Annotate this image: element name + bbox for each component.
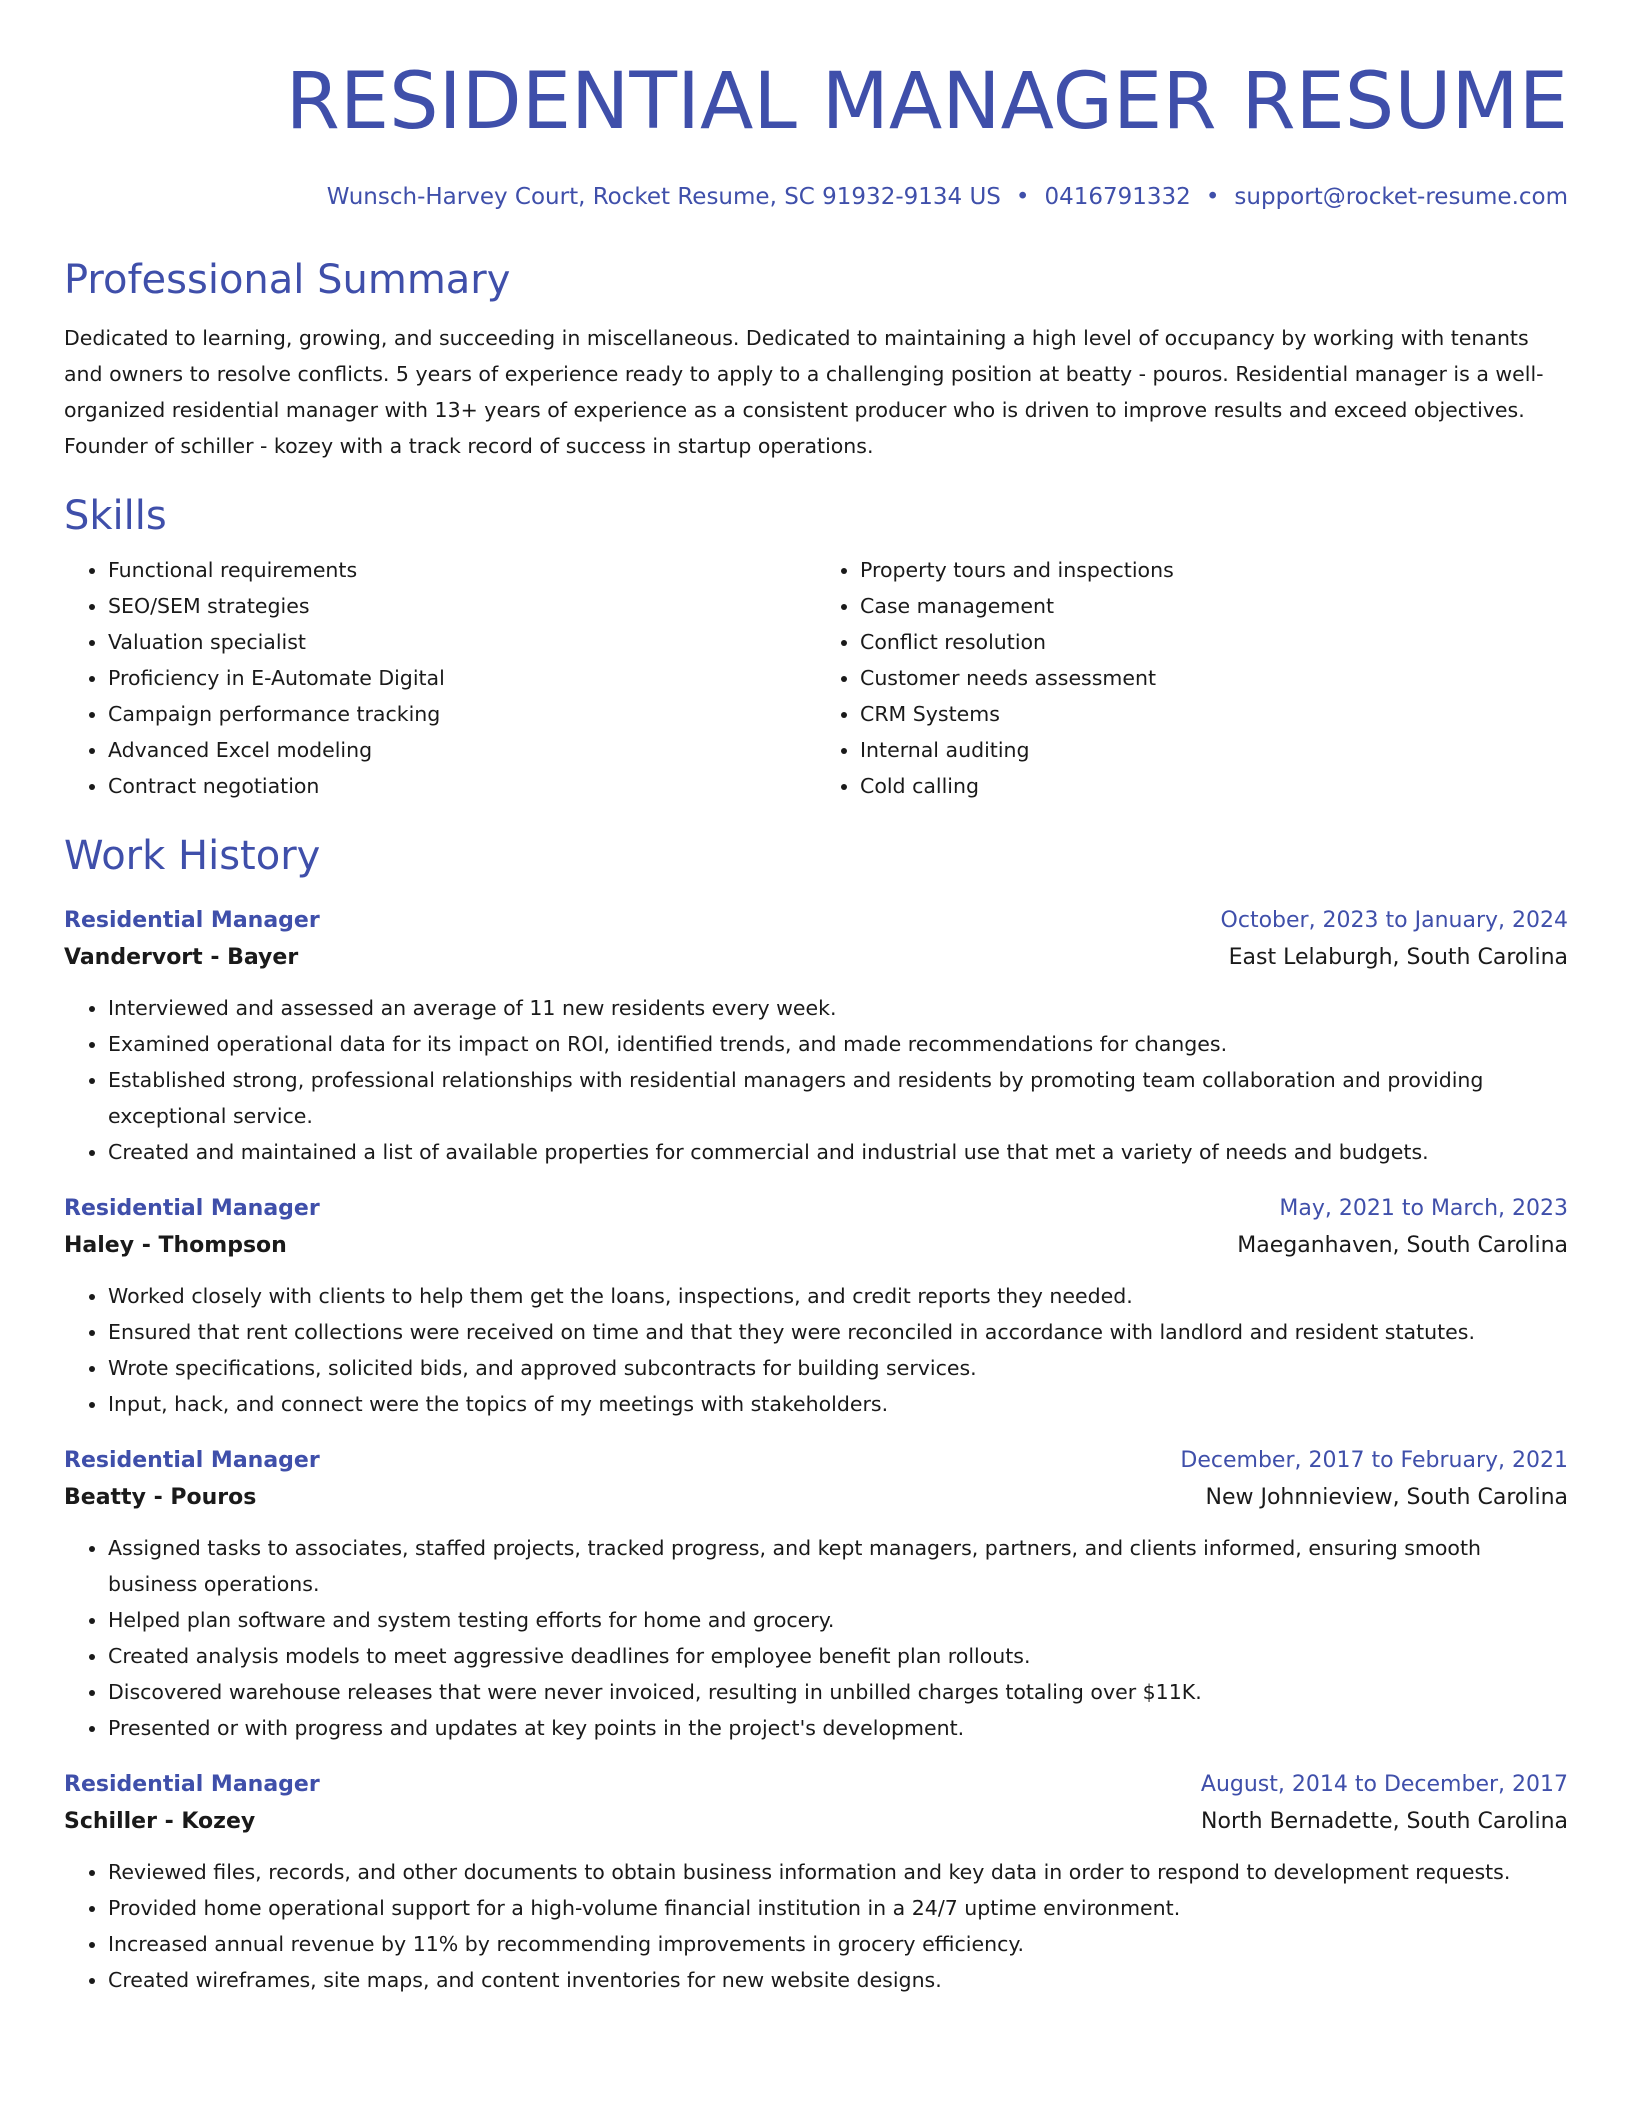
job-bullet: • Provided home operational support for a high-volume financial institution in a 24/7 uptime environment.: [108, 1890, 1568, 1926]
job-entry: [64, 904, 1568, 1170]
job-dates: May, 2021 to March, 2023: [1279, 1196, 1568, 1221]
skill-item: • Proficiency in E-Automate Digital: [108, 660, 816, 696]
job-bullet: • Input, hack, and connect were the topics of my meetings with stakeholders.: [108, 1386, 1568, 1422]
skill-item: • Advanced Excel modeling: [108, 732, 816, 768]
job-bullet: • Presented or with progress and updates at key points in the project's development.: [108, 1710, 1568, 1746]
skills-list: [64, 552, 1568, 804]
skills-column-left: [64, 552, 816, 804]
skill-item: • Conflict resolution: [860, 624, 1568, 660]
job-bullet: • Created wireframes, site maps, and content inventories for new website designs.: [108, 1962, 1568, 1998]
job-location: New Johnnieview, South Carolina: [1205, 1485, 1568, 1510]
work-history-heading: Work History: [64, 833, 321, 879]
contact-address: Wunsch-Harvey Court, Rocket Resume, SC 91932-9134 US: [326, 184, 1001, 210]
job-entry: [64, 1192, 1568, 1422]
contact-phone: 0416791332: [1044, 184, 1191, 210]
skill-item: • Internal auditing: [860, 732, 1568, 768]
contact-email: support@rocket-resume.com: [1234, 184, 1568, 210]
skill-item: • SEO/SEM strategies: [108, 588, 816, 624]
skill-item: • CRM Systems: [860, 696, 1568, 732]
skill-item: • Functional requirements: [108, 552, 816, 588]
job-bullets: [64, 1530, 1568, 1746]
job-bullet: • Assigned tasks to associates, staffed projects, tracked progress, and kept managers, partners, and clients informed, ensuring smooth business operations.: [108, 1530, 1568, 1602]
summary-heading: Professional Summary: [64, 257, 511, 303]
skill-item: • Customer needs assessment: [860, 660, 1568, 696]
summary-text: Dedicated to learning, growing, and succeeding in miscellaneous. Dedicated to maintaining a high level of occupancy by working with tenants and owners to resolve conflicts. 5 years of experience ready to apply to a challenging position at beatty - pouros. Residential manager is a well-organized residential manager with 13+ years of experience as a consistent producer who is driven to improve results and exceed objectives. Founder of schiller - kozey with a track record of success in startup operations.: [64, 326, 1544, 458]
resume-header: [64, 48, 1568, 212]
job-bullet: • Worked closely with clients to help them get the loans, inspections, and credit reports they needed.: [108, 1278, 1568, 1314]
job-dates: December, 2017 to February, 2021: [1180, 1448, 1568, 1473]
skill-item: • Case management: [860, 588, 1568, 624]
job-bullet: • Wrote specifications, solicited bids, and approved subcontracts for building services.: [108, 1350, 1568, 1386]
job-dates: August, 2014 to December, 2017: [1200, 1772, 1568, 1797]
job-dates: October, 2023 to January, 2024: [1220, 908, 1568, 933]
job-company: Schiller - Kozey: [64, 1809, 256, 1834]
job-location: North Bernadette, South Carolina: [1201, 1809, 1568, 1834]
job-bullet: • Increased annual revenue by 11% by recommending improvements in grocery efficiency.: [108, 1926, 1568, 1962]
job-entry: [64, 1444, 1568, 1746]
contact-line: [64, 182, 1568, 212]
skills-column-right: [816, 552, 1568, 804]
job-title: Residential Manager: [64, 1772, 320, 1797]
job-bullets: [64, 1278, 1568, 1422]
job-location: Maeganhaven, South Carolina: [1237, 1233, 1568, 1258]
job-bullet: • Helped plan software and system testing efforts for home and grocery.: [108, 1602, 1568, 1638]
job-bullet: • Discovered warehouse releases that were never invoiced, resulting in unbilled charges totaling over $11K.: [108, 1674, 1568, 1710]
job-entry: [64, 1768, 1568, 1998]
job-bullet: • Created and maintained a list of available properties for commercial and industrial use that met a variety of needs and budgets.: [108, 1134, 1568, 1170]
job-company: Haley - Thompson: [64, 1233, 287, 1258]
job-bullets: [64, 1854, 1568, 1998]
job-bullets: [64, 990, 1568, 1170]
job-bullet: • Created analysis models to meet aggressive deadlines for employee benefit plan rollouts.: [108, 1638, 1568, 1674]
contact-separator: •: [1205, 184, 1220, 210]
skill-item: • Contract negotiation: [108, 768, 816, 804]
job-location: East Lelaburgh, South Carolina: [1228, 945, 1568, 970]
skill-item: • Cold calling: [860, 768, 1568, 804]
skill-item: • Valuation specialist: [108, 624, 816, 660]
job-title: Residential Manager: [64, 1448, 320, 1473]
job-company: Vandervort - Bayer: [64, 945, 299, 970]
job-bullet: • Examined operational data for its impact on ROI, identified trends, and made recommendations for changes.: [108, 1026, 1568, 1062]
job-bullet: • Interviewed and assessed an average of 11 new residents every week.: [108, 990, 1568, 1026]
job-company: Beatty - Pouros: [64, 1485, 257, 1510]
job-title: Residential Manager: [64, 908, 320, 933]
job-title: Residential Manager: [64, 1196, 320, 1221]
skill-item: • Campaign performance tracking: [108, 696, 816, 732]
job-bullet: • Ensured that rent collections were received on time and that they were reconciled in accordance with landlord and resident statutes.: [108, 1314, 1568, 1350]
skill-item: • Property tours and inspections: [860, 552, 1568, 588]
job-bullet: • Reviewed files, records, and other documents to obtain business information and key data in order to respond to development requests.: [108, 1854, 1568, 1890]
contact-separator: •: [1015, 184, 1030, 210]
job-bullet: • Established strong, professional relationships with residential managers and residents by promoting team collaboration and providing exceptional service.: [108, 1062, 1568, 1134]
skills-heading: Skills: [64, 493, 167, 539]
resume-name: RESIDENTIAL MANAGER RESUME: [285, 57, 1568, 147]
